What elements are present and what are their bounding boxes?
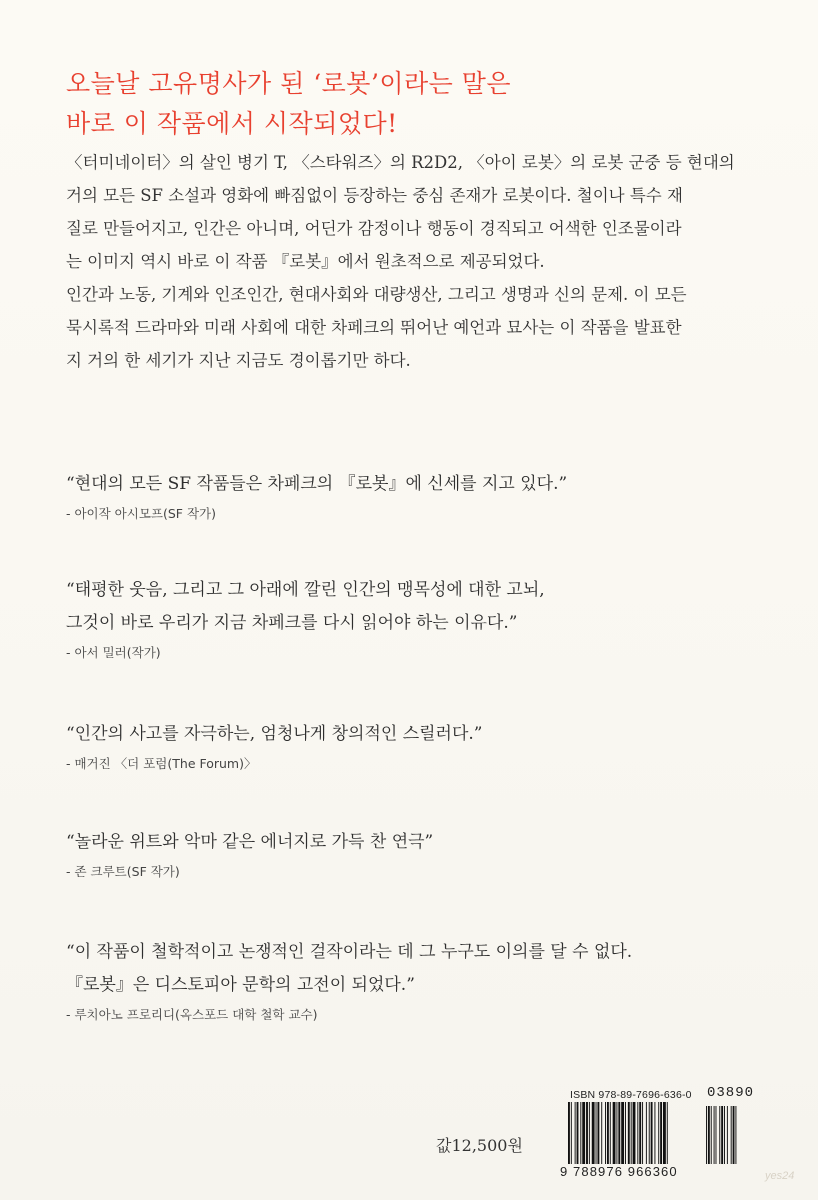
description-line: 묵시록적 드라마와 미래 사회에 대한 차페크의 뛰어난 예언과 묘사는 이 작품을 발표한 — [66, 318, 682, 337]
quote-attribution: - 매거진 〈더 포럼(The Forum)〉 — [66, 756, 257, 771]
barcode-addon-bar — [706, 1106, 707, 1164]
barcode-bar — [610, 1102, 611, 1164]
quote-attribution: - 존 크루트(SF 작가) — [66, 864, 180, 879]
barcode-bar — [637, 1102, 638, 1164]
barcode-bar — [628, 1102, 630, 1164]
quote-asimov — [66, 468, 766, 525]
quote-floridi — [66, 936, 766, 1026]
isbn-addon-code: 03890 — [707, 1085, 755, 1101]
barcode-bar — [589, 1102, 590, 1164]
barcode-bar — [642, 1102, 643, 1164]
barcode-addon-bar — [727, 1106, 728, 1164]
barcode-addon-bar — [714, 1106, 715, 1164]
quote-attribution: - 아서 밀러(작가) — [66, 645, 161, 660]
description — [66, 146, 766, 377]
barcode-addon-bar — [724, 1106, 725, 1164]
barcode-bar — [625, 1102, 626, 1164]
barcode-bar — [586, 1102, 588, 1164]
barcode-bar — [607, 1102, 609, 1164]
barcode-bar — [592, 1102, 595, 1164]
barcode-addon-bar — [711, 1106, 712, 1164]
barcode-bar — [577, 1102, 579, 1164]
barcode-addon-bar — [719, 1106, 720, 1164]
barcode-bar — [660, 1102, 662, 1164]
quote-text: “현대의 모든 SF 작품들은 차페크의 『로봇』에 신세를 지고 있다.” — [66, 474, 568, 494]
quote-attribution: - 루치아노 프로리디(옥스포드 대학 철학 교수) — [66, 1007, 318, 1022]
barcode-addon-bar — [721, 1106, 723, 1164]
barcode-bar — [582, 1102, 585, 1164]
quote-attribution: - 아이작 아시모프(SF 작가) — [66, 506, 216, 521]
description-line: 지 거의 한 세기가 지난 지금도 경이롭기만 하다. — [66, 351, 411, 370]
barcode-addon-bar — [716, 1106, 717, 1164]
barcode-bar — [621, 1102, 624, 1164]
barcode-bar — [596, 1102, 597, 1164]
price: 값12,500원 — [436, 1136, 523, 1155]
barcode-bar — [639, 1102, 641, 1164]
quote-text: “인간의 사고를 자극하는, 엄청나게 창의적인 스릴러다.” — [66, 724, 483, 744]
barcode-bar — [580, 1102, 581, 1164]
barcode-bar — [613, 1102, 616, 1164]
barcode-addon-bar — [735, 1106, 736, 1164]
barcode-bar — [658, 1102, 659, 1164]
headline-line: 바로 이 작품에서 시작되었다! — [66, 109, 398, 138]
quote-text: 그것이 바로 우리가 지금 차페크를 다시 읽어야 하는 이유다.” — [66, 613, 518, 633]
barcode-addon-bar — [708, 1106, 710, 1164]
description-line: 인간과 노동, 기계와 인조인간, 현대사회와 대량생산, 그리고 생명과 신의 문제. 이 모든 — [66, 285, 687, 304]
barcode-bar — [618, 1102, 620, 1164]
barcode-bar — [654, 1102, 655, 1164]
isbn-label: ISBN 978-89-7696-636-0 — [570, 1089, 692, 1101]
quote-clute — [66, 826, 766, 883]
barcode-addon-bar — [733, 1106, 735, 1164]
quote-text: “이 작품이 철학적이고 논쟁적인 걸작이라는 데 그 누구도 이의를 달 수 없다. — [66, 942, 633, 962]
watermark: yes24 — [765, 1170, 795, 1182]
barcode-bar — [571, 1102, 572, 1164]
description-line: 질로 만들어지고, 인간은 아니며, 어딘가 감정이나 행동이 경직되고 어색한 인조물이라 — [66, 219, 682, 238]
description-line: 는 이미지 역시 바로 이 작품 『로봇』에서 원초적으로 제공되었다. — [66, 252, 545, 271]
quote-text: 『로봇』은 디스토피아 문학의 고전이 되었다.” — [66, 975, 415, 995]
description-line: 〈터미네이터〉의 살인 병기 T, 〈스타워즈〉의 R2D2, 〈아이 로봇〉의 로봇 군중 등 현대의 — [66, 153, 735, 172]
isbn-barcode — [568, 1102, 746, 1164]
description-line: 거의 모든 SF 소설과 영화에 빠짐없이 등장하는 중심 존재가 로봇이다. 철이나 특수 재 — [66, 186, 683, 205]
quote-text: “태평한 웃음, 그리고 그 아래에 깔린 인간의 맹목성에 대한 고뇌, — [66, 580, 545, 600]
quote-miller — [66, 574, 766, 664]
barcode-bar — [646, 1102, 647, 1164]
barcode-bar — [667, 1102, 668, 1164]
barcode-bar — [616, 1102, 617, 1164]
barcode-bar — [633, 1102, 636, 1164]
headline — [66, 64, 766, 144]
barcode-bar — [605, 1102, 606, 1164]
barcode-bar — [597, 1102, 599, 1164]
barcode-bar — [651, 1102, 653, 1164]
barcode-bar — [568, 1102, 570, 1164]
isbn-barcode-digits: 9 788976 966360 — [560, 1164, 678, 1179]
barcode-bar — [601, 1102, 602, 1164]
barcode-bar — [649, 1102, 650, 1164]
headline-line: 오늘날 고유명사가 된 ‘로봇’이라는 말은 — [66, 69, 512, 98]
barcode-bar — [631, 1102, 632, 1164]
barcode-bar — [663, 1102, 666, 1164]
barcode-bar — [575, 1102, 576, 1164]
barcode-addon-bar — [731, 1106, 732, 1164]
quote-text: “놀라운 위트와 악마 같은 에너지로 가득 찬 연극” — [66, 832, 434, 852]
quote-forum — [66, 718, 766, 775]
